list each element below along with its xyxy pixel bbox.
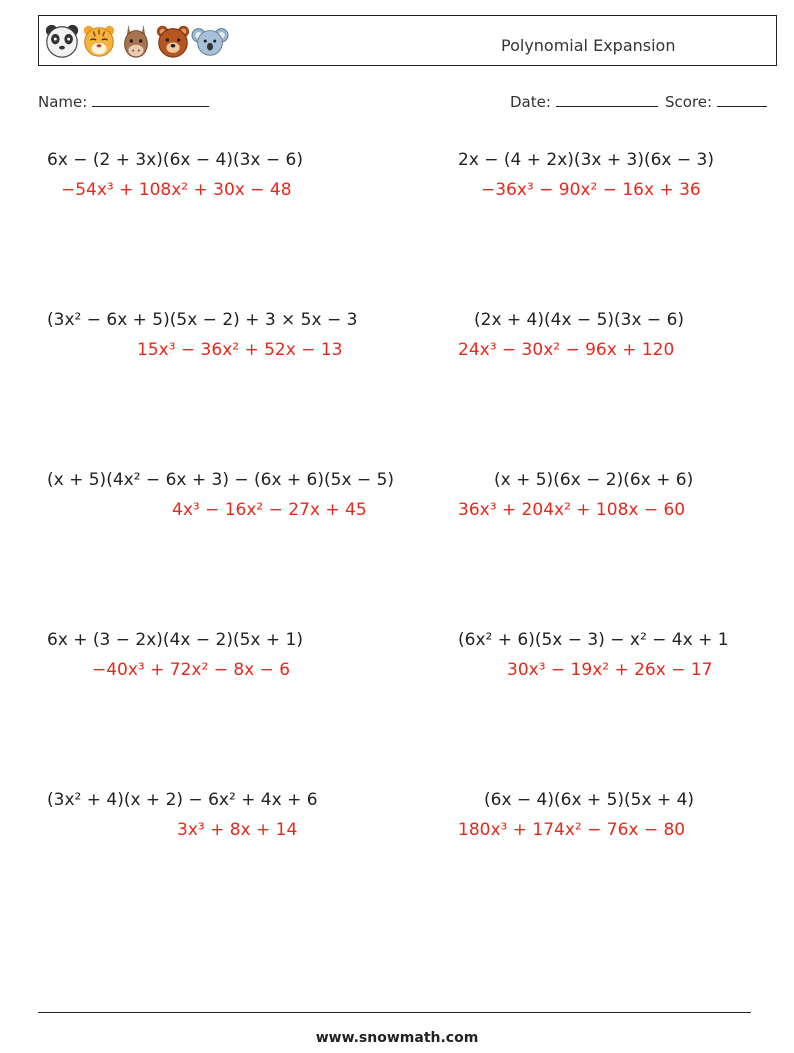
score-label: Score: xyxy=(665,93,713,111)
problem-question: 2x − (4 + 2x)(3x + 3)(6x − 3) xyxy=(458,150,714,170)
problem-question: (x + 5)(6x − 2)(6x + 6) xyxy=(494,470,694,490)
problem-answer: −36x³ − 90x² − 16x + 36 xyxy=(481,180,701,200)
problem-answer: 36x³ + 204x² + 108x − 60 xyxy=(458,500,686,520)
panda-icon xyxy=(43,22,81,60)
date-field xyxy=(510,93,658,111)
footer-divider xyxy=(38,1012,751,1013)
problem-question: (3x² − 6x + 5)(5x − 2) + 3 × 5x − 3 xyxy=(47,310,358,330)
problem-answer: 15x³ − 36x² + 52x − 13 xyxy=(137,340,343,360)
problem-question: (x + 5)(4x² − 6x + 3) − (6x + 6)(5x − 5) xyxy=(47,470,395,490)
problem-answer: 180x³ + 174x² − 76x − 80 xyxy=(458,820,686,840)
donkey-icon xyxy=(117,22,155,60)
problem-question: 6x + (3 − 2x)(4x − 2)(5x + 1) xyxy=(47,630,303,650)
bear-icon xyxy=(154,22,192,60)
date-label: Date: xyxy=(510,93,551,111)
problem-question: (6x² + 6)(5x − 3) − x² − 4x + 1 xyxy=(458,630,729,650)
problem-question: (3x² + 4)(x + 2) − 6x² + 4x + 6 xyxy=(47,790,318,810)
problem-answer: −40x³ + 72x² − 8x − 6 xyxy=(92,660,291,680)
animal-icons xyxy=(43,22,228,60)
name-field xyxy=(38,93,209,111)
problem-question: (2x + 4)(4x − 5)(3x − 6) xyxy=(474,310,685,330)
name-blank xyxy=(92,94,209,107)
date-blank xyxy=(556,94,658,107)
footer-url[interactable]: www.snowmath.com xyxy=(315,1030,479,1046)
score-field xyxy=(665,93,767,111)
problem-answer: −54x³ + 108x² + 30x − 48 xyxy=(61,180,292,200)
koala-icon xyxy=(191,22,229,60)
name-label: Name: xyxy=(38,93,88,111)
tiger-icon xyxy=(80,22,118,60)
problem-answer: 24x³ − 30x² − 96x + 120 xyxy=(458,340,675,360)
worksheet-title: Polynomial Expansion xyxy=(501,36,676,55)
problem-answer: 30x³ − 19x² + 26x − 17 xyxy=(507,660,713,680)
problem-question: (6x − 4)(6x + 5)(5x + 4) xyxy=(484,790,695,810)
worksheet-header xyxy=(38,15,777,66)
problem-question: 6x − (2 + 3x)(6x − 4)(3x − 6) xyxy=(47,150,303,170)
problem-answer: 3x³ + 8x + 14 xyxy=(177,820,298,840)
problem-answer: 4x³ − 16x² − 27x + 45 xyxy=(172,500,367,520)
score-blank xyxy=(717,94,767,107)
